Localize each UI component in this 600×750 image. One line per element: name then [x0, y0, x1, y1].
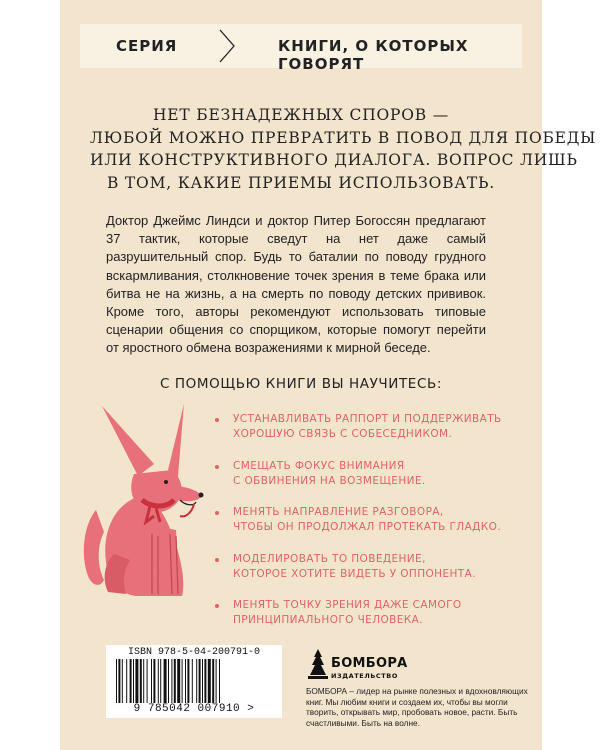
bombora-logo-icon	[306, 647, 330, 681]
list-item-line: СМЕЩАТЬ ФОКУС ВНИМАНИЯ	[233, 459, 405, 472]
barcode-bar	[118, 659, 120, 703]
list-item	[215, 412, 535, 442]
barcode-bar	[130, 659, 132, 703]
barcode-bar	[122, 659, 123, 703]
barcode-bar	[126, 659, 127, 703]
barcode-bar	[182, 659, 183, 703]
learn-list	[215, 412, 535, 645]
barcode-bar	[177, 659, 180, 703]
barcode-digits: 9 785042 007910 >	[133, 703, 255, 715]
list-item	[215, 459, 535, 489]
headline-line: ЛЮБОЙ МОЖНО ПРЕВРАТИТЬ В ПОВОД ДЛЯ ПОБЕДЫ	[90, 128, 597, 147]
barcode-bar	[187, 659, 189, 703]
isbn-text: ISBN 978-5-04-200791-0	[127, 647, 261, 658]
series-bar	[80, 24, 522, 73]
barcode-bar	[147, 659, 148, 703]
list-item	[215, 598, 535, 628]
barcode-bar	[140, 659, 142, 703]
barcode-bar	[185, 659, 186, 703]
headline	[90, 104, 597, 194]
list-item	[215, 505, 535, 535]
list-item-line: ПРИНЦИПИАЛЬНОГО ЧЕЛОВЕКА.	[233, 614, 423, 626]
back-cover	[60, 0, 597, 750]
headline-line: НЕТ БЕЗНАДЕЖНЫХ СПОРОВ —	[152, 106, 449, 124]
barcode-bars	[114, 659, 274, 703]
series-title: КНИГИ, О КОТОРЫХ ГОВОРЯТ	[278, 37, 469, 73]
bullet-dot-icon	[215, 465, 219, 469]
barcode-bar	[174, 659, 176, 703]
list-item	[215, 552, 535, 582]
bullet-dot-icon	[215, 558, 219, 562]
barcode-bar	[202, 659, 203, 703]
barcode-bar	[192, 659, 193, 703]
barcode-bar	[116, 659, 117, 703]
list-item-line: КОТОРОЕ ХОТИТЕ ВИДЕТЬ У ОППОНЕНТА.	[233, 567, 476, 580]
barcode-bar	[208, 659, 211, 703]
list-item-line: УСТАНАВЛИВАТЬ РАППОРТ И ПОДДЕРЖИВАТЬ	[233, 413, 502, 425]
learn-heading: С ПОМОЩЬЮ КНИГИ ВЫ НАУЧИТЕСЬ:	[160, 376, 442, 392]
description-paragraph: Доктор Джеймс Линдси и доктор Питер Богоссян предлагают 37 тактик, которые сведут на нет даже самый разрушительный спор. Будь то баталии по поводу грудного вскармливания, столкновение точек зрения в теме брака или битва не на жизнь, а на смерть по поводу детских прививок. Кроме того, авторы рекомендуют использовать типовые сценарии общения со спорщиком, которые помогут перейти от яростного обмена возражениями к мирной беседе.	[106, 213, 486, 356]
publisher-description: БОМБОРА – лидер на рынке полезных и вдохновляющих книг. Мы любим книги и создаем их, чтобы вы могли творить, открывать мир, пробовать новое, расти. Быть счастливыми. Быть на волне.	[306, 686, 528, 728]
list-item-line: ХОРОШУЮ СВЯЗЬ С СОБЕСЕДНИКОМ.	[233, 428, 453, 440]
barcode	[106, 645, 282, 718]
series-label: СЕРИЯ	[116, 37, 178, 55]
barcode-bar	[204, 659, 206, 703]
barcode-bar	[158, 659, 159, 703]
barcode-bar	[196, 659, 197, 703]
barcode-bar	[199, 659, 201, 703]
publisher-name: БОМБОРА	[331, 656, 408, 671]
list-item-line: ЧТОБЫ ОН ПРОДОЛЖАЛ ПРОТЕКАТЬ ГЛАДКО.	[233, 521, 502, 533]
headline-line: В ТОМ, КАКИЕ ПРИЕМЫ ИСПОЛЬЗОВАТЬ.	[107, 173, 495, 192]
bullet-dot-icon	[215, 418, 219, 422]
list-item-line: МОДЕЛИРОВАТЬ ТО ПОВЕДЕНИЕ,	[233, 552, 426, 565]
barcode-bar	[135, 659, 138, 703]
list-item-line: С ОБВИНЕНИЯ НА ВОЗМЕЩЕНИЕ.	[233, 474, 426, 487]
barcode-bar	[216, 659, 217, 703]
barcode-bar	[153, 659, 155, 703]
dog-illustration	[74, 404, 214, 604]
bullet-dot-icon	[215, 511, 219, 515]
barcode-bar	[168, 659, 169, 703]
barcode-bar	[164, 659, 167, 703]
barcode-bar	[212, 659, 214, 703]
list-item-line: МЕНЯТЬ НАПРАВЛЕНИЕ РАЗГОВОРА,	[233, 506, 444, 518]
list-item-line: МЕНЯТЬ ТОЧКУ ЗРЕНИЯ ДАЖЕ САМОГО	[233, 599, 462, 611]
chevron-right-icon	[216, 26, 238, 66]
barcode-bar	[171, 659, 172, 703]
publisher-subtitle: ИЗДАТЕЛЬСТВО	[331, 672, 398, 680]
barcode-bar	[151, 659, 152, 703]
barcode-bar	[160, 659, 161, 703]
headline-line: ИЛИ КОНСТРУКТИВНОГО ДИАЛОГА. ВОПРОС ЛИШЬ	[90, 151, 578, 169]
barcode-bar	[133, 659, 134, 703]
barcode-bar	[219, 659, 220, 703]
bullet-dot-icon	[215, 604, 219, 608]
barcode-bar	[143, 659, 144, 703]
